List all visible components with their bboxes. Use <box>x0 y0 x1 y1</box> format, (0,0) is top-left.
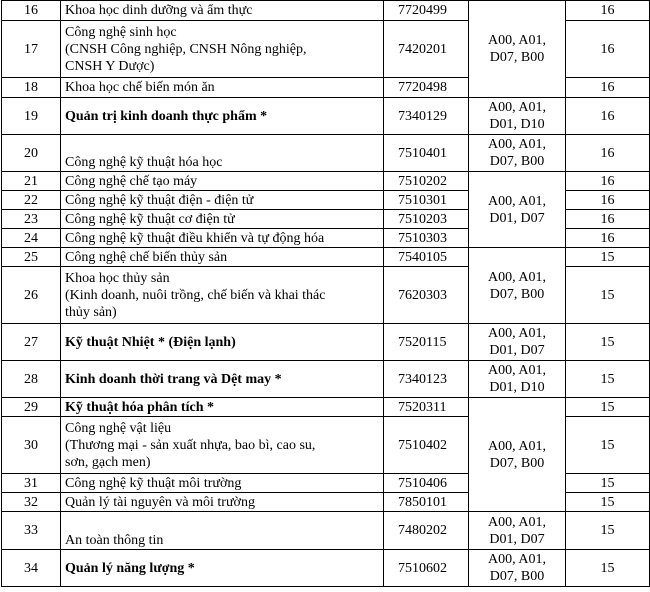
major-code-cell: 7510401 <box>384 135 469 172</box>
score-cell: 16 <box>566 172 650 191</box>
major-code-cell: 7850101 <box>384 493 469 512</box>
score-cell: 15 <box>566 398 650 417</box>
major-name-detail: (CNSH Công nghiệp, CNSH Nông nghiệp, <box>65 41 307 57</box>
score-cell: 15 <box>566 324 650 361</box>
major-name: Khoa học chế biến món ăn <box>65 80 215 95</box>
table-row <box>2 398 650 417</box>
stt-cell: 28 <box>2 361 61 398</box>
major-code-cell: 7480202 <box>384 512 469 550</box>
stt-cell: 27 <box>2 324 61 361</box>
stt-cell: 20 <box>2 135 61 172</box>
table-row <box>2 550 650 587</box>
major-name-detail: CNSH Y Dược) <box>65 58 155 74</box>
score-cell: 16 <box>566 1 650 21</box>
table-row <box>2 172 650 191</box>
major-name-detail: thủy sản) <box>65 304 117 320</box>
major-name-cell <box>61 361 384 398</box>
major-name-cell <box>61 248 384 267</box>
major-name-cell <box>61 493 384 512</box>
stt-cell: 30 <box>2 417 61 474</box>
major-name: Quản trị kinh doanh thực phẩm * <box>65 108 268 124</box>
stt-cell: 16 <box>2 1 61 21</box>
stt-cell: 34 <box>2 550 61 587</box>
score-cell: 16 <box>566 21 650 78</box>
major-code-cell: 7340129 <box>384 98 469 135</box>
major-code-cell: 7620303 <box>384 267 469 324</box>
table-row <box>2 98 650 135</box>
major-name: Công nghệ sinh học <box>65 24 177 40</box>
stt-cell: 19 <box>2 98 61 135</box>
table-row <box>2 324 650 361</box>
stt-cell: 23 <box>2 210 61 229</box>
major-name: Quản lý tài nguyên và môi trường <box>65 494 255 510</box>
major-name: Công nghệ chế biến thủy sản <box>65 249 228 265</box>
major-name-cell <box>61 267 384 324</box>
score-cell: 15 <box>566 512 650 550</box>
stt-cell: 21 <box>2 172 61 191</box>
major-name: Công nghệ kỹ thuật cơ điện tử <box>65 211 235 227</box>
subject-combo-cell: A00, A01, D01, D07 <box>469 324 566 361</box>
major-name-cell <box>61 135 384 172</box>
major-code-cell: 7420201 <box>384 21 469 78</box>
major-name-cell <box>61 210 384 229</box>
major-name-cell <box>61 229 384 248</box>
major-name-cell <box>61 191 384 210</box>
major-code-cell: 7510203 <box>384 210 469 229</box>
score-cell: 16 <box>566 210 650 229</box>
major-name: Công nghệ kỹ thuật hóa học <box>65 155 223 170</box>
stt-cell: 18 <box>2 78 61 98</box>
major-name-cell <box>61 474 384 493</box>
major-name-cell <box>61 417 384 474</box>
subject-combo-cell: A00, A01, D07, B00 <box>469 1 566 98</box>
subject-combo-cell: A00, A01, D01, D10 <box>469 361 566 398</box>
stt-cell: 33 <box>2 512 61 550</box>
score-cell: 15 <box>566 267 650 324</box>
subject-combo-cell: A00, A01, D01, D10 <box>469 98 566 135</box>
major-code-cell: 7510406 <box>384 474 469 493</box>
stt-cell: 17 <box>2 21 61 78</box>
major-code-cell: 7720498 <box>384 78 469 98</box>
score-cell: 16 <box>566 229 650 248</box>
subject-combo-cell: A00, A01, D01, D07 <box>469 172 566 248</box>
stt-cell: 26 <box>2 267 61 324</box>
major-code-cell: 7510301 <box>384 191 469 210</box>
subject-combo-cell: A00, A01, D07, B00 <box>469 398 566 512</box>
major-code-cell: 7510202 <box>384 172 469 191</box>
score-cell: 15 <box>566 550 650 587</box>
major-name-detail: (Kinh doanh, nuôi trồng, chế biến và khai thác <box>65 287 326 303</box>
major-code-cell: 7520115 <box>384 324 469 361</box>
major-name: Khoa học thủy sản <box>65 270 170 286</box>
subject-combo-cell: A00, A01, D07, B00 <box>469 248 566 324</box>
major-name-detail: (Thương mại - sản xuất nhựa, bao bì, cao su, <box>65 437 316 453</box>
major-name: Khoa học dinh dưỡng và ẩm thực <box>65 3 253 18</box>
table-row <box>2 512 650 550</box>
major-name: Công nghệ vật liệu <box>65 420 172 436</box>
stt-cell: 22 <box>2 191 61 210</box>
score-cell: 16 <box>566 191 650 210</box>
major-name: An toàn thông tin <box>65 533 164 548</box>
major-name-detail: sơn, gạch men) <box>65 454 151 470</box>
major-name: Công nghệ kỹ thuật môi trường <box>65 475 242 491</box>
stt-cell: 29 <box>2 398 61 417</box>
major-code-cell: 7510602 <box>384 550 469 587</box>
table-row <box>2 1 650 21</box>
score-cell: 15 <box>566 248 650 267</box>
admission-table <box>1 0 650 587</box>
subject-combo-cell: A00, A01, D07, B00 <box>469 550 566 587</box>
score-cell: 15 <box>566 474 650 493</box>
major-name: Công nghệ kỹ thuật điều khiển và tự động hóa <box>65 230 325 246</box>
major-code-cell: 7340123 <box>384 361 469 398</box>
major-name-cell <box>61 398 384 417</box>
major-name: Kinh doanh thời trang và Dệt may * <box>65 371 282 387</box>
stt-cell: 32 <box>2 493 61 512</box>
score-cell: 16 <box>566 135 650 172</box>
major-name-cell <box>61 512 384 550</box>
subject-combo-cell: A00, A01, D01, D07 <box>469 512 566 550</box>
major-code-cell: 7510303 <box>384 229 469 248</box>
table-row <box>2 248 650 267</box>
table-row <box>2 135 650 172</box>
major-name: Công nghệ chế tạo máy <box>65 173 198 189</box>
score-cell: 16 <box>566 78 650 98</box>
major-code-cell: 7720499 <box>384 1 469 21</box>
major-name: Kỹ thuật hóa phân tích * <box>65 399 214 415</box>
major-name-cell <box>61 550 384 587</box>
major-name: Công nghệ kỹ thuật điện - điện tử <box>65 192 254 208</box>
score-cell: 15 <box>566 493 650 512</box>
subject-combo-cell: A00, A01, D07, B00 <box>469 135 566 172</box>
stt-cell: 31 <box>2 474 61 493</box>
stt-cell: 25 <box>2 248 61 267</box>
major-code-cell: 7520311 <box>384 398 469 417</box>
major-name-cell <box>61 324 384 361</box>
major-name-cell <box>61 21 384 78</box>
major-code-cell: 7510402 <box>384 417 469 474</box>
stt-cell: 24 <box>2 229 61 248</box>
major-name-cell <box>61 98 384 135</box>
score-cell: 16 <box>566 98 650 135</box>
major-name: Kỹ thuật Nhiệt * (Điện lạnh) <box>65 334 236 350</box>
score-cell: 15 <box>566 417 650 474</box>
table-row <box>2 361 650 398</box>
score-cell: 15 <box>566 361 650 398</box>
major-name-cell <box>61 78 384 98</box>
major-name: Quản lý năng lượng * <box>65 560 195 576</box>
major-name-cell <box>61 172 384 191</box>
major-code-cell: 7540105 <box>384 248 469 267</box>
major-name-cell <box>61 1 384 21</box>
